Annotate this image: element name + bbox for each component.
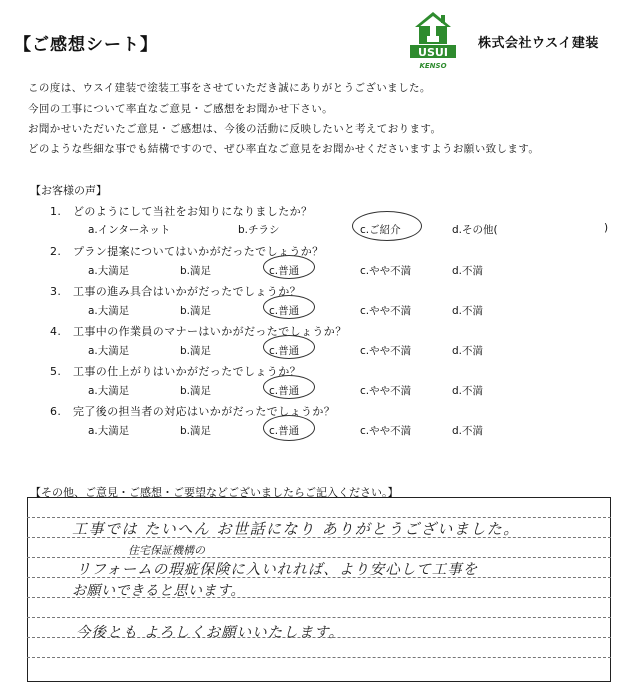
q6-option-c[interactable]: c.普通 (269, 425, 300, 437)
company-name: 株式会社ウスイ建装 (478, 36, 599, 51)
q5-option-b[interactable]: b.満足 (180, 385, 212, 397)
q4-option-c[interactable]: c.普通 (269, 345, 300, 357)
q1-selected-circle (352, 211, 422, 241)
q5-option-c2[interactable]: c.やや不満 (360, 385, 412, 397)
q2-option-d[interactable]: d.不満 (452, 265, 484, 277)
q5-option-c[interactable]: c.普通 (269, 385, 300, 397)
q3-option-a[interactable]: a.大満足 (88, 305, 130, 317)
question-text: 工事の仕上がりはいかがだったでしょうか？ (73, 365, 301, 378)
q2-option-c2[interactable]: c.やや不満 (360, 265, 412, 277)
q3-selected-circle (263, 295, 315, 319)
q2-option-a[interactable]: a.大満足 (88, 265, 130, 277)
sheet-title: 【ご感想シート】 (14, 35, 158, 55)
q4-option-c2[interactable]: c.やや不満 (360, 345, 412, 357)
q2-option-c[interactable]: c.普通 (269, 265, 300, 277)
question-number: 2. (50, 245, 62, 258)
question-text: プラン提案についてはいかがだったでしょうか？ (73, 245, 324, 258)
question-text: 完了後の担当者の対応はいかがだったでしょうか？ (73, 405, 336, 418)
company-logo (410, 10, 456, 72)
handwritten-line-2: リフォームの瑕疵保険に入いれれば、より安心して工事を (76, 562, 479, 578)
q6-option-b[interactable]: b.満足 (180, 425, 212, 437)
ruled-line (27, 657, 611, 658)
q2-selected-circle (263, 255, 315, 279)
q1-option-a[interactable]: a.インターネット (88, 224, 171, 236)
ruled-line (27, 617, 611, 618)
q6-selected-circle (263, 415, 315, 441)
q5-option-a[interactable]: a.大満足 (88, 385, 130, 397)
q6-option-c2[interactable]: c.やや不満 (360, 425, 412, 437)
comments-title: 【その他、ご意見・ご感想・ご要望などございましたらご記入ください。】 (30, 486, 399, 499)
q4-option-a[interactable]: a.大満足 (88, 345, 130, 357)
question-text: 工事中の作業員のマナーはいかがだったでしょうか？ (73, 325, 347, 338)
intro-line-4: どのような些細な事でも結構ですので、ぜひ率直なご意見をお聞かせくださいますようお願い致します。 (28, 143, 540, 155)
question-number: 1. (50, 205, 62, 218)
logo-usui-text: USUI (418, 46, 448, 59)
q4-option-d[interactable]: d.不満 (452, 345, 484, 357)
question-number: 4. (50, 325, 62, 338)
question-number: 6. (50, 405, 62, 418)
q5-selected-circle (263, 375, 315, 399)
question-text: どのようにして当社をお知りになりましたか？ (73, 205, 313, 218)
intro-line-3: お聞かせいただいたご意見・ご感想は、今後の活動に反映したいと考えております。 (28, 123, 442, 135)
question-3 (50, 283, 301, 299)
question-text: 工事の進み具合はいかがだったでしょうか？ (73, 285, 301, 298)
q3-option-c2[interactable]: c.やや不満 (360, 305, 412, 317)
q4-selected-circle (263, 335, 315, 359)
customer-voice-title: 【お客様の声】 (30, 184, 107, 197)
question-number: 3. (50, 285, 62, 298)
handwritten-line-1: 工事では たいへん お世話になり ありがとうございました。 (72, 520, 520, 538)
q6-option-a[interactable]: a.大満足 (88, 425, 130, 437)
handwritten-line-4: 今後とも よろしくお願いいたします。 (76, 625, 344, 641)
q3-option-b[interactable]: b.満足 (180, 305, 212, 317)
question-5 (50, 363, 301, 379)
question-1 (50, 203, 312, 219)
q1-option-d[interactable]: d.その他( (452, 224, 498, 236)
q2-option-b[interactable]: b.満足 (180, 265, 212, 277)
intro-line-1: この度は、ウスイ建装で塗装工事をさせていただき誠にありがとうございました。 (28, 82, 431, 94)
q4-option-b[interactable]: b.満足 (180, 345, 212, 357)
q1-option-d-close: ) (604, 222, 609, 234)
q5-option-d[interactable]: d.不満 (452, 385, 484, 397)
handwritten-annotation: 住宅保証機構の (128, 544, 205, 557)
q3-option-d[interactable]: d.不満 (452, 305, 484, 317)
q6-option-d[interactable]: d.不満 (452, 425, 484, 437)
q1-option-c[interactable]: c.ご紹介 (360, 224, 401, 236)
handwritten-line-3: お願いできると思います。 (72, 583, 245, 599)
logo-kenso-text: KENSO (419, 62, 447, 70)
intro-line-2: 今回の工事について率直なご意見・ご感想をお聞かせ下さい。 (28, 103, 333, 115)
q3-option-c[interactable]: c.普通 (269, 305, 300, 317)
q1-option-b[interactable]: b.チラシ (238, 224, 280, 236)
question-number: 5. (50, 365, 62, 378)
